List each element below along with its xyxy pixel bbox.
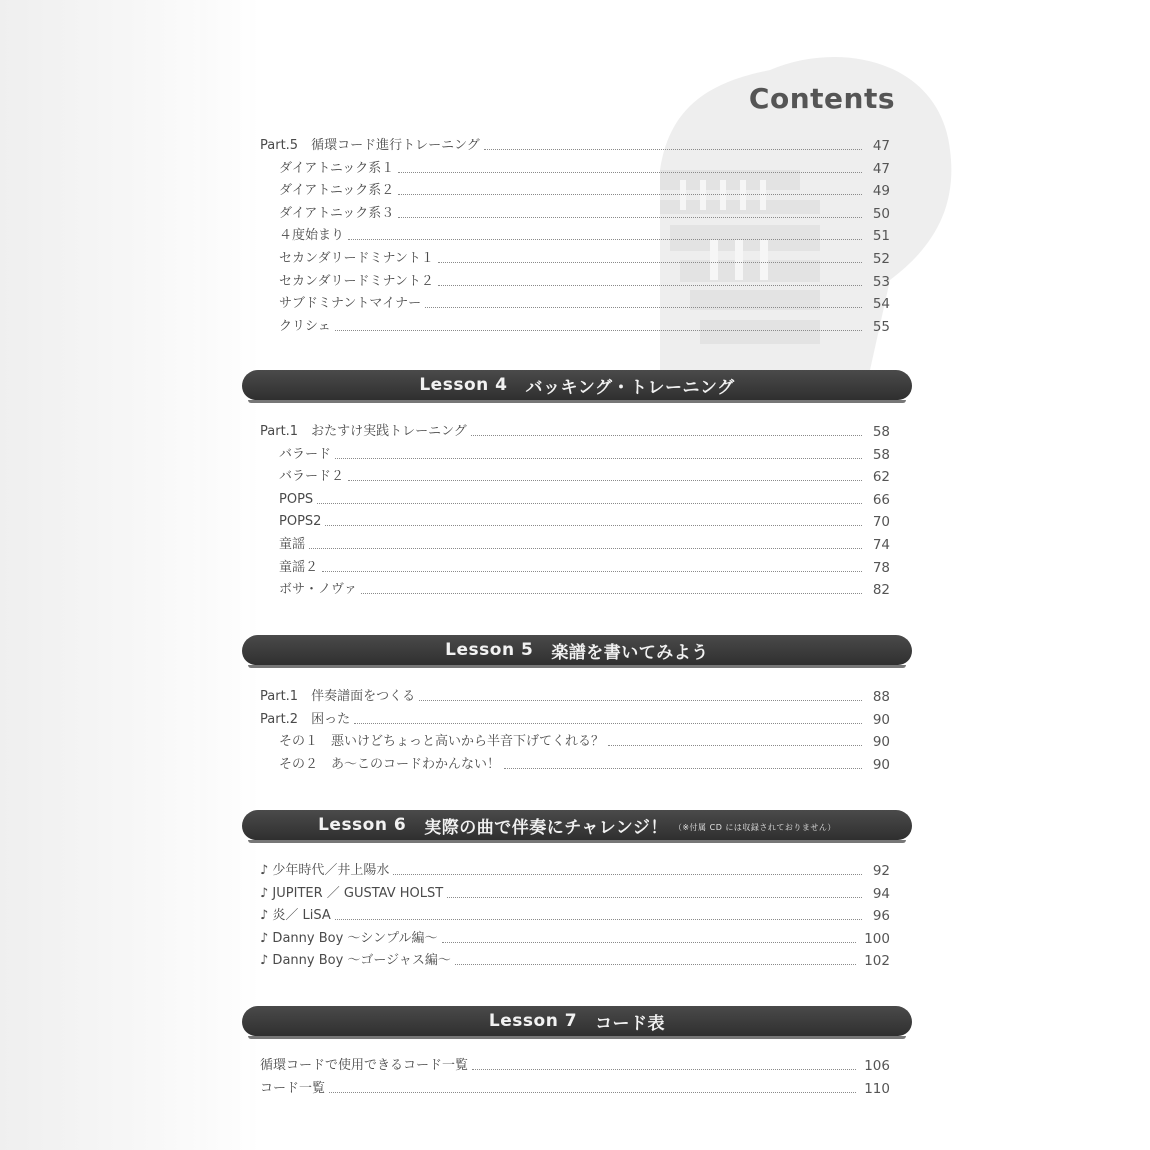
toc-page-number: 74 bbox=[872, 537, 890, 553]
heading-underline bbox=[248, 840, 906, 843]
toc-page-number: 100 bbox=[864, 930, 890, 947]
toc-entry-label: ダイアトニック系２ bbox=[279, 183, 395, 199]
toc-entry-label: ダイアトニック系３ bbox=[279, 205, 395, 221]
dot-leader bbox=[455, 964, 856, 965]
toc-entry[interactable] bbox=[279, 463, 890, 485]
dot-leader bbox=[425, 307, 862, 308]
toc-entry[interactable] bbox=[279, 554, 890, 576]
lesson-title: バッキング・トレーニング bbox=[525, 377, 735, 398]
dot-leader bbox=[398, 217, 862, 218]
dot-leader bbox=[438, 262, 862, 263]
lesson-number: Lesson 6 bbox=[318, 815, 407, 835]
lesson-number: Lesson 7 bbox=[488, 1011, 578, 1031]
toc-page-number: 62 bbox=[872, 469, 890, 486]
toc-entry-label: Part.5 循環コード進行トレーニング bbox=[260, 138, 480, 153]
dot-leader bbox=[335, 330, 862, 331]
toc-page-number: 47 bbox=[872, 138, 890, 154]
toc-entry[interactable] bbox=[260, 706, 890, 728]
lesson-heading-lesson4 bbox=[242, 370, 912, 400]
heading-underline bbox=[248, 400, 906, 403]
dot-leader bbox=[608, 745, 862, 746]
toc-entry-label: Part.1 おたすけ実践トレーニング bbox=[260, 424, 467, 439]
toc-page-number: 96 bbox=[872, 908, 890, 925]
lesson-title: 楽譜を書いてみよう bbox=[551, 642, 709, 663]
toc-page-number: 90 bbox=[872, 756, 890, 773]
toc-entry-label: その２ あ〜このコードわかんない！ bbox=[279, 756, 501, 772]
toc-entry[interactable] bbox=[260, 418, 890, 440]
toc-entry-label: その１ 悪いけどちょっと高いから半音下げてくれる？ bbox=[279, 734, 605, 750]
lesson-title: 実際の曲で伴奏にチャレンジ！ bbox=[424, 817, 668, 838]
toc-entry[interactable] bbox=[279, 222, 890, 244]
heading-underline bbox=[248, 1036, 906, 1039]
toc-page-number: 49 bbox=[872, 183, 890, 200]
dot-leader bbox=[329, 1092, 856, 1093]
toc-entry-label: ダイアトニック系１ bbox=[279, 160, 395, 176]
toc-entry[interactable] bbox=[260, 880, 890, 902]
heading-text bbox=[242, 635, 912, 665]
toc-entry-label: POPS2 bbox=[279, 514, 322, 530]
dot-leader bbox=[393, 874, 862, 875]
toc-page-number: 53 bbox=[872, 273, 890, 290]
dot-leader bbox=[348, 480, 862, 481]
dot-leader bbox=[419, 700, 862, 701]
toc-entry[interactable] bbox=[279, 155, 890, 177]
toc-entry[interactable] bbox=[260, 132, 890, 154]
dot-leader bbox=[325, 525, 862, 526]
dot-leader bbox=[471, 435, 862, 436]
toc-entry[interactable] bbox=[279, 290, 890, 312]
toc-entry[interactable] bbox=[260, 925, 890, 947]
heading-underline bbox=[248, 665, 906, 668]
toc-entry-label: ボサ・ノヴァ bbox=[279, 582, 357, 598]
toc-entry-label: バラード bbox=[279, 446, 332, 462]
dot-leader bbox=[322, 571, 862, 572]
toc-page-number: 47 bbox=[872, 160, 890, 177]
toc-entry[interactable] bbox=[260, 857, 890, 879]
toc-entry[interactable] bbox=[279, 576, 890, 598]
dot-leader bbox=[484, 149, 862, 150]
lesson-number: Lesson 5 bbox=[445, 640, 534, 660]
dot-leader bbox=[472, 1069, 856, 1070]
toc-entry-label: セカンダリードミナント２ bbox=[279, 273, 434, 289]
dot-leader bbox=[335, 919, 862, 920]
toc-entry[interactable] bbox=[279, 313, 890, 335]
lesson-number: Lesson 4 bbox=[419, 375, 508, 395]
toc-page-number: 106 bbox=[864, 1058, 890, 1074]
toc-page-number: 55 bbox=[872, 318, 890, 335]
heading-text bbox=[242, 370, 912, 400]
toc-page-number: 90 bbox=[872, 734, 890, 751]
dot-leader bbox=[442, 942, 856, 943]
toc-page-number: 78 bbox=[872, 559, 890, 576]
toc-page-number: 70 bbox=[872, 514, 890, 531]
toc-entry-label: POPS bbox=[279, 491, 314, 507]
heading-text bbox=[242, 810, 912, 840]
toc-entry[interactable] bbox=[279, 531, 890, 553]
toc-entry-label: 童謡 bbox=[279, 537, 306, 552]
lesson-heading-lesson5 bbox=[242, 635, 912, 665]
dot-leader bbox=[309, 548, 862, 549]
toc-page-number: 52 bbox=[872, 251, 890, 267]
toc-entry-label: ♪ 炎／ LiSA bbox=[260, 908, 331, 924]
toc-entry-label: 童謡２ bbox=[279, 559, 319, 575]
toc-entry-label: ♪ Danny Boy ～ゴージャス編～ bbox=[260, 953, 451, 969]
toc-entry[interactable] bbox=[279, 177, 890, 199]
toc-entry[interactable] bbox=[279, 508, 890, 530]
heading-text bbox=[242, 1006, 912, 1036]
lesson-title: コード表 bbox=[595, 1013, 666, 1034]
toc-entry[interactable] bbox=[260, 683, 890, 705]
toc-entry[interactable] bbox=[260, 947, 890, 969]
toc-entry-label: バラード２ bbox=[279, 469, 345, 485]
lesson-heading-lesson6 bbox=[242, 810, 912, 840]
toc-entry[interactable] bbox=[260, 902, 890, 924]
dot-leader bbox=[354, 723, 862, 724]
toc-page-number: 58 bbox=[872, 446, 890, 463]
toc-entry[interactable] bbox=[279, 751, 890, 773]
toc-entry[interactable] bbox=[279, 200, 890, 222]
toc-entry-label: Part.2 困った bbox=[260, 711, 351, 727]
toc-page-number: 92 bbox=[872, 863, 890, 879]
lesson-note: （※付属 CD には収録されておりません） bbox=[673, 822, 836, 832]
toc-entry-label: Part.1 伴奏譜面をつくる bbox=[260, 689, 416, 704]
toc-page-number: 102 bbox=[864, 953, 890, 970]
toc-page-number: 82 bbox=[872, 582, 890, 599]
toc-entry[interactable] bbox=[279, 245, 890, 267]
toc-entry[interactable] bbox=[279, 441, 890, 463]
toc-page-number: 66 bbox=[872, 491, 890, 508]
dot-leader bbox=[438, 285, 862, 286]
toc-page-number: 50 bbox=[872, 205, 890, 222]
toc-page-number: 88 bbox=[872, 689, 890, 705]
dot-leader bbox=[447, 897, 862, 898]
toc-entry[interactable] bbox=[279, 486, 890, 508]
toc-page-number: 110 bbox=[864, 1080, 890, 1097]
dot-leader bbox=[317, 503, 862, 504]
toc-entry-label: サブドミナントマイナー bbox=[279, 296, 422, 312]
toc-entry-label: クリシェ bbox=[279, 318, 331, 334]
toc-entry[interactable] bbox=[279, 728, 890, 750]
toc-entry-label: ♪ 少年時代／井上陽水 bbox=[260, 863, 390, 878]
toc-entry-label: コード一覧 bbox=[260, 1080, 326, 1096]
toc-page-number: 54 bbox=[872, 296, 890, 313]
toc-entry[interactable] bbox=[260, 1075, 890, 1097]
toc-entry-label: ♪ JUPITER ／ GUSTAV HOLST bbox=[260, 885, 444, 901]
toc-entry-label: ♪ Danny Boy ～シンプル編～ bbox=[260, 930, 438, 946]
dot-leader bbox=[348, 239, 862, 240]
lesson-heading-lesson7 bbox=[242, 1006, 912, 1036]
toc-page-number: 94 bbox=[872, 885, 890, 902]
toc-entry-label: セカンダリードミナント１ bbox=[279, 251, 434, 266]
toc-entry[interactable] bbox=[279, 268, 890, 290]
dot-leader bbox=[398, 194, 862, 195]
toc-entry-label: 循環コードで使用できるコード一覧 bbox=[260, 1058, 469, 1073]
dot-leader bbox=[398, 172, 862, 173]
toc-page-number: 58 bbox=[872, 424, 890, 440]
toc-entry-label: ４度始まり bbox=[279, 228, 345, 244]
dot-leader bbox=[335, 458, 862, 459]
toc-page-number: 90 bbox=[872, 711, 890, 728]
dot-leader bbox=[504, 768, 862, 769]
page-title: Contents bbox=[748, 82, 895, 115]
toc-page-number: 51 bbox=[872, 228, 890, 245]
toc-entry[interactable] bbox=[260, 1052, 890, 1074]
dot-leader bbox=[361, 593, 862, 594]
